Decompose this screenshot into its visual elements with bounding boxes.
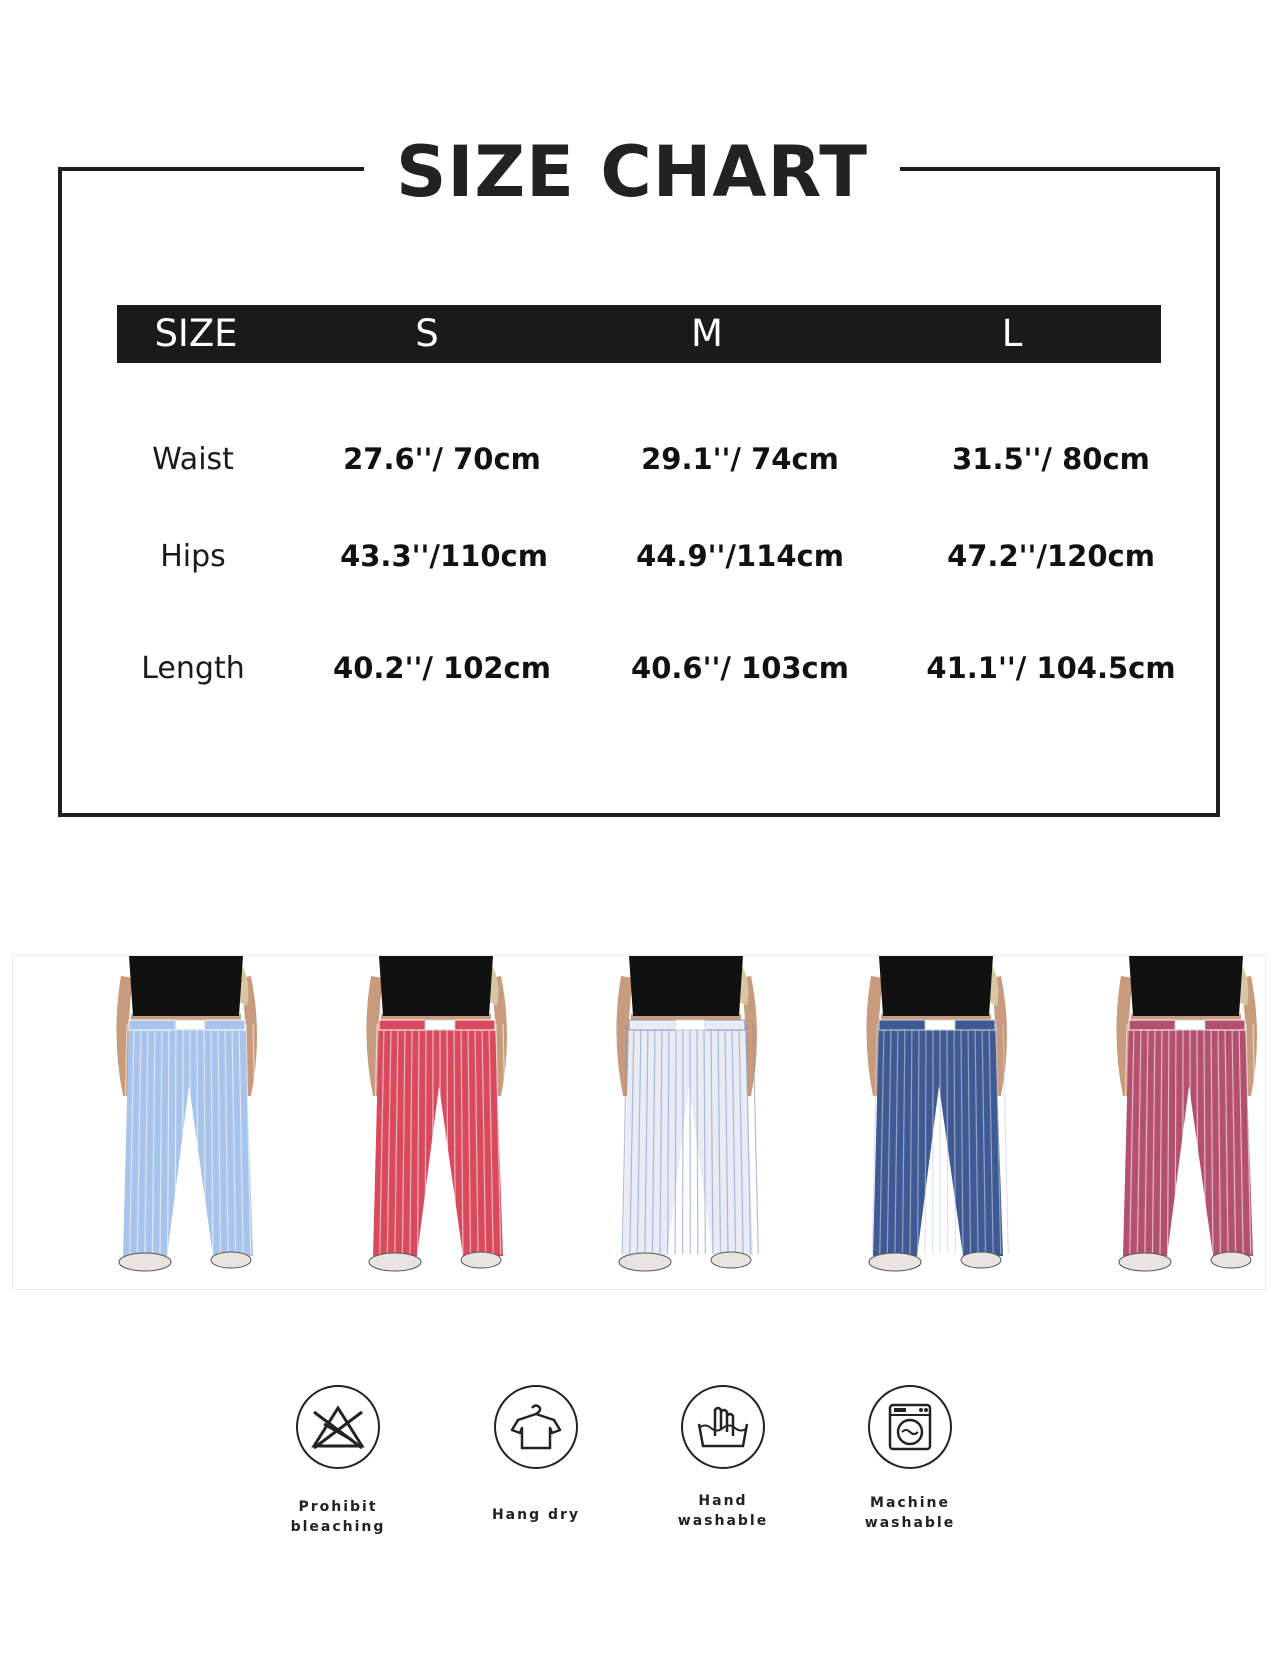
care-item-hand-wash: Hand washable <box>633 1385 813 1531</box>
model-image-light-blue <box>63 956 313 1289</box>
care-item-machine-wash: Machine washable <box>820 1385 1000 1533</box>
cell-waist-l: 31.5''/ 80cm <box>952 442 1150 476</box>
model-image-pink <box>1063 956 1266 1289</box>
cell-hips-l: 47.2''/120cm <box>947 539 1155 573</box>
page-title: SIZE CHART <box>395 131 869 213</box>
row-label-hips: Hips <box>160 539 226 574</box>
cell-length-l: 41.1''/ 104.5cm <box>926 651 1176 685</box>
care-item-hang-dry: Hang dry <box>446 1385 626 1525</box>
no-bleach-icon <box>296 1385 380 1469</box>
cell-length-m: 40.6''/ 103cm <box>631 651 849 685</box>
header-m: M <box>691 312 723 355</box>
header-size: SIZE <box>154 312 238 355</box>
size-chart-frame <box>58 167 1220 817</box>
model-image-red <box>313 956 563 1289</box>
header-l: L <box>1001 312 1023 355</box>
care-item-no-bleach: Prohibit bleaching <box>248 1385 428 1537</box>
row-label-length: Length <box>141 651 245 686</box>
cell-hips-m: 44.9''/114cm <box>636 539 844 573</box>
hand-wash-icon <box>681 1385 765 1469</box>
model-image-white <box>563 956 813 1289</box>
cell-waist-s: 27.6''/ 70cm <box>343 442 541 476</box>
cell-length-s: 40.2''/ 102cm <box>333 651 551 685</box>
table-row <box>0 651 1280 691</box>
machine-wash-icon <box>868 1385 952 1469</box>
row-label-waist: Waist <box>152 442 234 477</box>
table-header <box>117 305 1161 363</box>
header-s: S <box>415 312 439 355</box>
table-row <box>0 442 1280 482</box>
hang-dry-icon <box>494 1385 578 1469</box>
table-row <box>0 539 1280 579</box>
cell-waist-m: 29.1''/ 74cm <box>641 442 839 476</box>
model-image-navy <box>813 956 1063 1289</box>
color-variant-gallery <box>12 955 1266 1290</box>
cell-hips-s: 43.3''/110cm <box>340 539 548 573</box>
